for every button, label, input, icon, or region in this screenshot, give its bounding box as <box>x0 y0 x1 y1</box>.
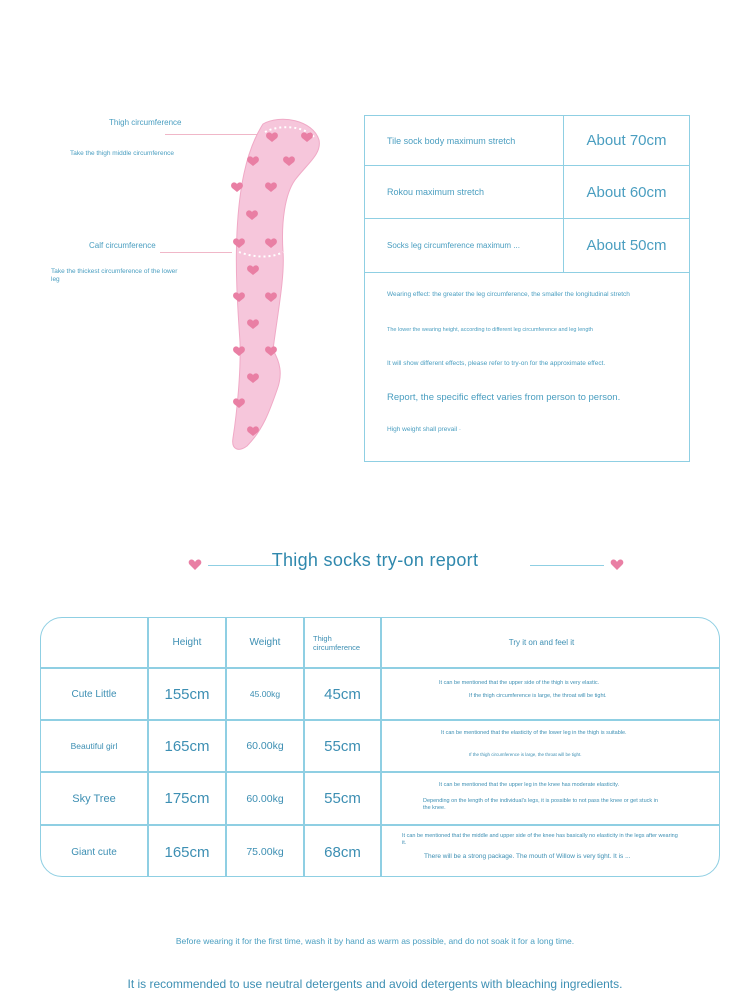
row-height: 165cm <box>164 737 210 755</box>
row-feel: If the thigh circumference is large, the throat will be tight. <box>469 693 607 699</box>
spec-note: The lower the wearing height, according to different leg circumference and leg length <box>387 327 593 333</box>
thigh-label: Thigh circumference <box>109 118 182 127</box>
row-feel: It can be mentioned that the middle and upper side of the knee has basically no elasticity in the legs after wearing it. <box>402 833 678 846</box>
spec-note: It will show different effects, please refer to try-on for the approximate effect. <box>387 360 606 367</box>
sock-illustration <box>225 112 325 457</box>
row-thigh: 45cm <box>324 685 361 703</box>
calf-label: Calf circumference <box>89 241 156 250</box>
spec-value: About 70cm <box>586 132 667 149</box>
row-feel: It can be mentioned that the upper leg in the knee has moderate elasticity. <box>439 782 619 788</box>
row-thigh: 55cm <box>324 790 361 807</box>
spec-key: Tile sock body maximum stretch <box>365 116 564 165</box>
tryon-table <box>40 617 720 877</box>
calf-guide-line <box>160 252 232 253</box>
row-weight: 60.00kg <box>246 740 284 752</box>
row-name: Giant cute <box>71 846 117 858</box>
row-name: Beautiful girl <box>70 741 118 751</box>
thigh-note: Take the thigh middle circumference <box>70 150 175 157</box>
spec-value: About 60cm <box>586 183 667 201</box>
row-name: Cute Little <box>71 688 117 700</box>
header-weight: Weight <box>249 637 281 648</box>
row-feel: Depending on the length of the individual's legs, it is possible to not pass the knee or get stuck in the knee. <box>423 798 658 811</box>
row-thigh: 68cm <box>324 843 361 861</box>
row-weight: 45.00kg <box>249 689 281 699</box>
row-height: 165cm <box>164 843 210 861</box>
spec-note: High weight shall prevail · <box>387 426 462 433</box>
calf-note: Take the thickest circumference of the lower leg <box>51 268 178 283</box>
care-note-wash: Before wearing it for the first time, wash it by hand as warm as possible, and do not soak it for a long time. <box>175 936 575 946</box>
page-title: Thigh socks try-on report <box>271 550 479 570</box>
spec-key: Socks leg circumference maximum ... <box>365 219 564 272</box>
row-feel: It can be mentioned that the elasticity of the lower leg in the thigh is suitable. <box>441 730 627 736</box>
spec-note: Wearing effect: the greater the leg circumference, the smaller the longitudinal stretch <box>387 291 630 298</box>
spec-row <box>365 219 689 273</box>
row-weight: 75.00kg <box>246 846 284 858</box>
spec-row <box>365 166 689 219</box>
header-height: Height <box>172 637 202 648</box>
row-feel: There will be a strong package. The mouth of Willow is very tight. It is ... <box>424 853 631 860</box>
care-note-detergent: It is recommended to use neutral detergents and avoid detergents with bleaching ingredients. <box>127 977 623 991</box>
heart-icon <box>610 559 624 571</box>
spec-box <box>364 115 690 462</box>
row-height: 155cm <box>164 685 210 703</box>
row-height: 175cm <box>164 790 210 807</box>
row-feel: If the thigh circumference is large, the throat will be tight. <box>469 752 582 757</box>
spec-key: Rokou maximum stretch <box>365 166 564 218</box>
row-name: Sky Tree <box>72 792 116 805</box>
row-weight: 60.00kg <box>246 792 284 805</box>
spec-note: Report, the specific effect varies from person to person. <box>387 392 621 403</box>
row-thigh: 55cm <box>324 737 361 755</box>
row-feel: It can be mentioned that the upper side of the thigh is very elastic. <box>439 680 600 686</box>
title-divider-right <box>530 565 604 566</box>
spec-value: About 50cm <box>586 237 667 254</box>
header-feel: Try it on and feel it <box>508 638 575 647</box>
spec-row <box>365 116 689 166</box>
header-thigh: Thigh circumference <box>313 633 361 652</box>
